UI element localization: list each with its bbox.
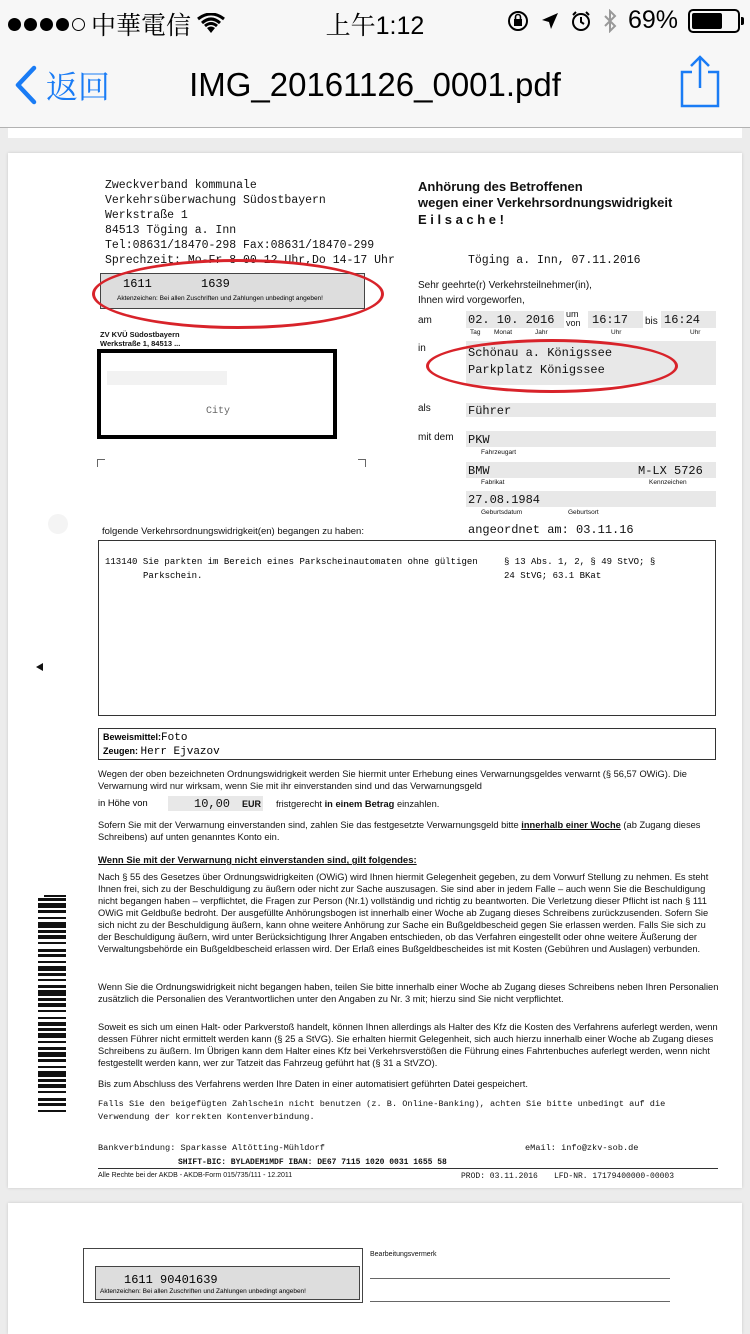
heading-line: E i l s a c h e !: [418, 211, 504, 227]
violation-text: Sie parkten im Bereich eines Parkscheinautomaten ohne gültigen: [142, 557, 478, 567]
evidence-label: Beweismittel:: [103, 732, 162, 742]
aktenzeichen-label: Aktenzeichen: Bei allen Zuschriften und Zahlungen unbedingt angeben!: [100, 1288, 306, 1295]
location-icon: [540, 11, 560, 31]
carrier-name: 中華電信: [91, 12, 192, 40]
witness-value: Herr Ejvazov: [140, 746, 220, 758]
status-right: [506, 6, 740, 35]
ordered-date: angeordnet am: 03.11.16: [468, 523, 634, 537]
time-to: 16:24: [664, 313, 701, 327]
amount-row: [98, 798, 148, 808]
law-line: 24 StVG; 63.1 BKat: [504, 571, 602, 582]
document-title: IMG_20161126_0001.pdf: [189, 66, 561, 103]
page-marker: [36, 663, 43, 671]
paragraph: Wegen der oben bezeichneten Ordnungswidrigkeit werden Sie hiermit unter Erhebung eines Verwarnungsgeldes verwarnt (§ 56,57 OWiG). Die Verwarnung wird nur wirksam, wenn Sie mit ihr einverstanden sind und das Verwarnungsgeld: [98, 769, 687, 792]
violation-box: [98, 540, 716, 716]
bluetooth-icon: [602, 9, 618, 33]
law-line: § 13 Abs. 1, 2, § 49 StVO; §: [504, 557, 656, 567]
role-value: Führer: [468, 404, 512, 418]
vehicle-type: PKW: [468, 433, 490, 447]
evidence-value: Foto: [161, 732, 188, 744]
sub-label: Geburtsdatum: [481, 509, 523, 516]
orientation-lock-icon: [506, 9, 530, 33]
amount-prefix: in Höhe von: [98, 798, 148, 808]
battery-icon: [688, 9, 740, 33]
paragraph: Nach § 55 des Gesetzes über Ordnungswidrigkeiten (OWiG) wird Ihnen hiermit Gelegenheit gegeben, zu dem Vorwurf Stellung zu nehmen. Es steht Ihnen frei, sich zu der Beschuldigung zu äußern oder nicht zur Sache auszusagen. Sie sind aber in jedem Falle – auch wenn Sie die Beschuldigung nicht begangen haben – verpflichtet, die Fragen zur Person (Nr.1) vollständig und richtig zu beantworten. Die Verletzung dieser Pflicht ist nach § 111 OWiG mit Geldbuße bedroht. Der ausgefüllte Anhörungsbogen ist innerhalb einer Woche ab Zugang dieses Schreibens zurückzusenden. Sofern Sie sich nicht zu der Beschuldigung äußern, kann ohne weitere Anhörung zur Sache ein Bußgeldbescheid gegen Sie erlassen werden. Falls Sie sich zu der Beschuldigung äußern, wird unter Berücksichtigung Ihrer Angaben entschieden, ob das Verfahren eingestellt oder ohne weitere Äußerung der Verwaltungsbehörde ein Bußgeldbescheid erlassen wird. Der Erlaß eines Bußgeldbescheides ist mit Kosten (Gebühren und Auslagen) verbunden.: [98, 872, 709, 955]
sender-line: Tel:08631/18470-298 Fax:08631/18470-299: [105, 238, 375, 252]
license-plate: M-LX 5726: [638, 464, 703, 478]
processing-note-label: Bearbeitungsvermerk: [370, 1251, 437, 1258]
amount-value: 10,00: [194, 797, 231, 811]
return-address: [100, 331, 180, 348]
document-heading: [418, 179, 672, 228]
paragraph: Falls Sie den beigefügten Zahlschein nicht benutzen (z. B. Online-Banking), achten Sie bitte unbedingt auf die Verwendung der korrekten Kontenverbindung.: [98, 1099, 666, 1123]
pdf-page-2[interactable]: [8, 1203, 742, 1334]
sub-label: Monat: [494, 329, 513, 336]
footer-prod-date: PROD: 03.11.2016: [461, 1172, 538, 1181]
witness-label: Zeugen:: [103, 746, 138, 756]
status-bar: [0, 0, 750, 40]
paragraph: Wenn Sie die Ordnungswidrigkeit nicht begangen haben, teilen Sie bitte innerhalb einer Woche ab Zugang dieses Schreibens neben Ihren Personalien zusätzlich die Personalien des Verantwortlichen unter den Angaben zu Nr. 3 mit; hierzu sind Sie nicht verpflichtet.: [98, 982, 719, 1005]
sub-label: Uhr: [690, 329, 701, 336]
recipient-address-box: [97, 349, 337, 439]
sub-label: Fahrzeugart: [481, 449, 517, 456]
aktenzeichen-number: 1611 90401639: [124, 1273, 218, 1287]
previous-page-edge: [8, 128, 742, 138]
sender-line: Zweckverband kommunale: [105, 179, 257, 192]
place-date: Töging a. Inn, 07.11.2016: [468, 254, 641, 267]
back-label: 返回: [46, 69, 111, 105]
sub-label: Tag: [470, 329, 481, 336]
amount-suffix: fristgerecht in einem Betrag einzahlen.: [276, 799, 440, 809]
evidence-box: [98, 728, 716, 760]
recipient-city: City: [206, 406, 231, 417]
heading-line: wegen einer Verkehrsordnungswidrigkeit: [418, 195, 673, 211]
violation-law: [504, 555, 655, 584]
violation-description: [105, 555, 478, 584]
mit-dem-label: mit dem: [418, 432, 454, 443]
return-address-line: ZV KVÜ Südostbayern: [100, 330, 180, 339]
um-von-label: um von: [566, 309, 581, 328]
share-icon: [678, 54, 722, 110]
salutation: [418, 279, 592, 308]
red-circle-annotation: [92, 259, 384, 329]
sub-label: Geburtsort: [568, 509, 599, 516]
pdf-page-1[interactable]: [8, 153, 742, 1188]
navigation-bar: [0, 40, 750, 128]
sub-label: Uhr: [611, 329, 622, 336]
sender-line: Werkstraße 1: [105, 208, 188, 222]
amount-currency: EUR: [242, 799, 262, 809]
paragraph: Soweit es sich um einen Halt- oder Parkverstoß handelt, können Ihnen allerdings als Halter des Kfz die Kosten des Verfahrens auferlegt werden, wenn dessen Führer nicht ermittelt werden kann (§ 25 a StVG). Sie erhalten hiermit Gelegenheit, sich auch hierzu innerhalb einer Woche ab Zugang dieses Schreibens zu äußern. Im Übrigen kann dem Halter eines Kfz bei Verkehrsverstößen die Führung eines Fahrtenbuches auferlegt werden, wenn nicht festgestellt werden kann, wer zur Tatzeit das Fahrzeug geführt hat (§ 31 a StVZO).: [98, 1022, 718, 1069]
paragraph: Bis zum Abschluss des Verfahrens werden Ihre Daten in einer automatisiert geführten Datei gespeichert.: [98, 1079, 528, 1089]
section-heading: Wenn Sie mit der Verwarnung nicht einverstanden sind, gilt folgendes:: [98, 855, 417, 866]
sender-line: Sprechzeit: Mo-Fr 8-00-12 Uhr,Do 14-17 Uhr: [105, 253, 395, 267]
violation-code: 113140: [105, 557, 138, 567]
aktenzeichen-box-page2: [95, 1266, 360, 1300]
battery-percent: 69%: [627, 6, 678, 34]
aktenzeichen-number-left: 1611: [123, 277, 152, 291]
barcode-icon: [38, 898, 66, 1118]
violation-intro: folgende Verkehrsordnungswidrigkeit(en) begangen zu haben:: [102, 526, 364, 537]
in-label: in: [418, 343, 426, 354]
status-time: 上午1:12: [325, 12, 425, 40]
share-button[interactable]: [678, 54, 722, 115]
alarm-icon: [570, 10, 592, 32]
am-label: am: [418, 315, 432, 326]
return-address-line: Werkstraße 1, 84513 ...: [100, 338, 181, 348]
note-line: [370, 1278, 670, 1279]
salutation-line: Sehr geehrte(r) Verkehrsteilnehmer(in),: [418, 280, 592, 291]
sub-label: Jahr: [535, 329, 548, 336]
paragraph: Sofern Sie mit der Verwarnung einverstanden sind, zahlen Sie das festgesetzte Verwarnungsgeld bitte innerhalb einer Woche (ab Zugang dieses Schreibens) auf unten genanntes Konto ein.: [98, 820, 701, 843]
sender-block: [105, 179, 395, 269]
bank-connection: Bankverbindung: Sparkasse Altötting-Mühldorf: [98, 1143, 325, 1153]
sub-label: Fabrikat: [481, 479, 505, 486]
aktenzeichen-label: Aktenzeichen: Bei allen Zuschriften und Zahlungen unbedingt angeben!: [117, 295, 323, 302]
location-line: Parkplatz Königssee: [468, 363, 605, 378]
bis-label: bis: [645, 316, 658, 327]
birthdate: 27.08.1984: [468, 493, 541, 507]
red-circle-annotation: [426, 339, 678, 393]
offense-date: 02. 10. 2016: [468, 313, 555, 327]
time-from: 16:17: [592, 313, 629, 327]
sender-line: Verkehrsüberwachung Südostbayern: [105, 193, 326, 207]
sender-line: 84513 Töging a. Inn: [105, 223, 237, 237]
location-line: Schönau a. Königssee: [468, 346, 613, 360]
bic-iban: SHIFT-BIC: BYLADEM1MDF IBAN: DE67 7115 1020 0031 1655 58: [178, 1158, 447, 1167]
footer-lfd-number: LFD-NR. 17179400000-00003: [554, 1172, 675, 1181]
punch-hole: [48, 514, 68, 534]
als-label: als: [418, 403, 431, 414]
sub-label: Kennzeichen: [649, 479, 687, 486]
note-line: [370, 1301, 670, 1302]
heading-line: Anhörung des Betroffenen: [418, 179, 583, 194]
vehicle-manufacturer: BMW: [468, 464, 490, 478]
footer-rights: Alle Rechte bei der AKDB - AKDB-Form 015/735/111 - 12.2011: [98, 1172, 293, 1179]
salutation-line: Ihnen wird vorgeworfen,: [418, 294, 525, 306]
violation-text: Parkschein.: [143, 571, 203, 582]
email: eMail: info@zkv-sob.de: [525, 1143, 639, 1153]
aktenzeichen-number-right: 1639: [201, 277, 230, 291]
